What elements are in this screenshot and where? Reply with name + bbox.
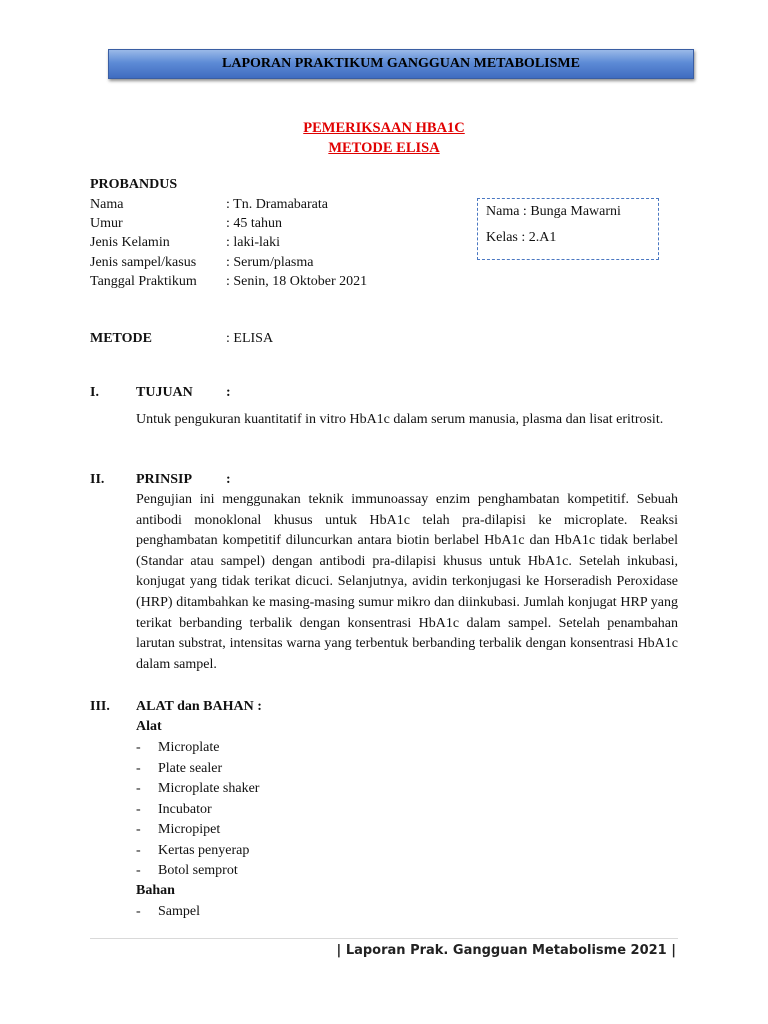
alat-item: Microplate shaker	[158, 781, 260, 796]
bullet-dash: -	[136, 761, 141, 776]
student-class: Kelas : 2.A1	[486, 230, 557, 245]
probandus-value: : laki-laki	[226, 235, 281, 250]
student-name: Nama : Bunga Mawarni	[486, 204, 621, 219]
probandus-label: Tanggal Praktikum	[90, 274, 197, 289]
probandus-label: Nama	[90, 197, 124, 212]
metode-label: METODE	[90, 331, 152, 346]
bahan-heading: Bahan	[136, 883, 175, 898]
probandus-value: : Tn. Dramabarata	[226, 197, 328, 212]
alat-item: Kertas penyerap	[158, 843, 250, 858]
section-number-prinsip: II.	[90, 472, 105, 487]
page-footer: | Laporan Prak. Gangguan Metabolisme 2021 |	[336, 943, 676, 958]
probandus-label: Jenis Kelamin	[90, 235, 170, 250]
bullet-dash: -	[136, 904, 141, 919]
report-banner: LAPORAN PRAKTIKUM GANGGUAN METABOLISME	[108, 49, 694, 79]
section-heading-prinsip: PRINSIP	[136, 472, 193, 487]
section-number-alat-bahan: III.	[90, 699, 110, 714]
alat-item: Microplate	[158, 740, 220, 755]
bullet-dash: -	[136, 843, 141, 858]
document-title: PEMERIKSAAN HBA1C	[303, 120, 465, 136]
section-number-tujuan: I.	[90, 385, 99, 400]
bahan-item: Sampel	[158, 904, 200, 919]
bullet-dash: -	[136, 822, 141, 837]
bullet-dash: -	[136, 802, 141, 817]
probandus-heading: PROBANDUS	[90, 177, 178, 192]
section-heading-alat-bahan: ALAT dan BAHAN :	[136, 699, 262, 714]
metode-value: : ELISA	[226, 331, 274, 346]
section-heading-tujuan: TUJUAN	[136, 385, 193, 400]
probandus-value: : Senin, 18 Oktober 2021	[226, 274, 368, 289]
probandus-label: Jenis sampel/kasus	[90, 255, 197, 270]
alat-item: Micropipet	[158, 822, 221, 837]
section-colon-tujuan: :	[226, 385, 231, 400]
bullet-dash: -	[136, 740, 141, 755]
prinsip-paragraph: Pengujian ini menggunakan teknik immunoassay enzim penghambatan kompetitif. Sebuah antibodi monoklonal khusus untuk HbA1c telah pra-dilapisi ke microplate. Reaksi penghambatan kompetitif diluncurkan antara biotin berlabel HbA1c dan HbA1c tidak berlabel (Standar atau sampel) dengan antibodi pra-dilapisi khusus untuk HbA1c. Setelah inkubasi, konjugat yang tidak terikat dicuci. Selanjutnya, avidin terkonjugasi ke Horseradish Peroxidase (HRP) ditambahkan ke masing-masing sumur mikro dan diinkubasi. Jumlah konjugat HRP yang terikat berbanding terbalik dengan konsentrasi HbA1c dalam sampel. Setelah penambahan larutan substrat, intensitas warna yang terbentuk berbanding terbalik dengan konsentrasi HbA1c dalam sampel.	[136, 492, 678, 672]
student-info-box	[477, 198, 659, 260]
probandus-value: : Serum/plasma	[226, 255, 314, 270]
document-subtitle: METODE ELISA	[328, 140, 440, 156]
tujuan-paragraph: Untuk pengukuran kuantitatif in vitro HbA1c dalam serum manusia, plasma dan lisat eritrosit.	[136, 412, 664, 427]
probandus-value: : 45 tahun	[226, 216, 282, 231]
alat-heading: Alat	[136, 719, 162, 734]
footer-divider	[90, 938, 678, 939]
alat-item: Incubator	[158, 802, 212, 817]
alat-item: Botol semprot	[158, 863, 238, 878]
alat-item: Plate sealer	[158, 761, 223, 776]
section-colon-prinsip: :	[226, 472, 231, 487]
probandus-label: Umur	[90, 216, 123, 231]
bullet-dash: -	[136, 781, 141, 796]
bullet-dash: -	[136, 863, 141, 878]
